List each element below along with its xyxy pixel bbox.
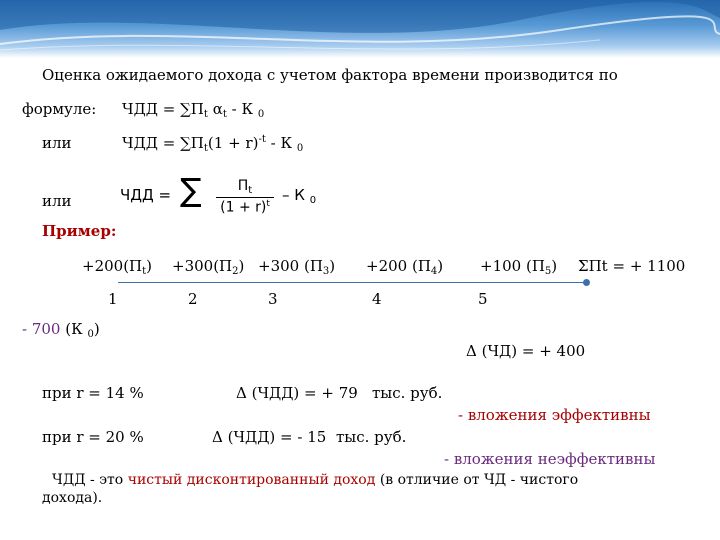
flow-total: ΣПt = + 1100 <box>578 257 686 275</box>
flow-5: +100 $(П_5)$ <box>480 257 558 277</box>
formula-3-lhs: ЧДД = <box>120 186 172 204</box>
fraction-denominator: $(1 + r)^t$ <box>220 199 270 216</box>
investment: - 700 (К $_0$) <box>22 320 100 340</box>
chd-value: Δ (ЧД) = + 400 <box>466 342 586 360</box>
intro-line1: Оценка ожидаемого дохода с учетом фактора времени производится по <box>42 66 618 84</box>
flow-1: $+200(П_t)$ <box>82 257 153 277</box>
period-2: 2 <box>188 290 198 308</box>
case2-result: Δ (ЧДД) = - 15 <box>212 428 327 446</box>
fraction-numerator: $П_t$ <box>216 178 274 198</box>
intro-formula-label: формуле: <box>22 100 97 118</box>
definition-highlight: чистый дисконтированный доход <box>127 472 376 488</box>
verdict-effective: - вложения эффективны <box>458 406 651 424</box>
definition-line2: дохода). <box>42 490 103 506</box>
definition-line1 <box>52 472 578 488</box>
header-banner <box>0 0 720 58</box>
sigma-symbol: ∑ <box>180 171 202 209</box>
timeline-end-dot <box>583 279 590 286</box>
verdict-ineffective: - вложения неэффективны <box>444 450 656 468</box>
formula-3-fraction <box>216 178 274 216</box>
wave-decoration <box>0 0 720 58</box>
case1-result: Δ (ЧДД) = + 79 <box>236 384 358 402</box>
or-label-2: или <box>42 192 72 210</box>
period-4: 4 <box>372 290 382 308</box>
flow-2: $+300(П_2)$ <box>172 257 245 277</box>
case2-rate: при r = 20 % <box>42 428 144 446</box>
timeline-axis <box>118 282 586 283</box>
case1-unit: тыс. руб. <box>372 384 443 402</box>
formula-3-tail: – К $_0$ <box>282 186 317 206</box>
definition-suffix: (в отличие от ЧД - чистого <box>375 472 579 488</box>
case1-rate: при r = 14 % <box>42 384 144 402</box>
flow-4: +200 $(П_4)$ <box>366 257 444 277</box>
example-label: Пример: <box>42 222 117 240</box>
period-5: 5 <box>478 290 488 308</box>
case2-unit: тыс. руб. <box>336 428 407 446</box>
or-label-1: или <box>42 134 72 152</box>
formula-1: ЧДД = $\sum П_t$ $\alpha_t$ - К $_0$ <box>122 100 265 120</box>
definition-prefix: ЧДД - это <box>52 472 128 488</box>
period-1: 1 <box>108 290 118 308</box>
period-3: 3 <box>268 290 278 308</box>
formula-2: ЧДД = $\sum П_t(1 + r)^{-t} - К$ $_0$ <box>122 134 304 154</box>
flow-3: +300 $(П_3)$ <box>258 257 336 277</box>
